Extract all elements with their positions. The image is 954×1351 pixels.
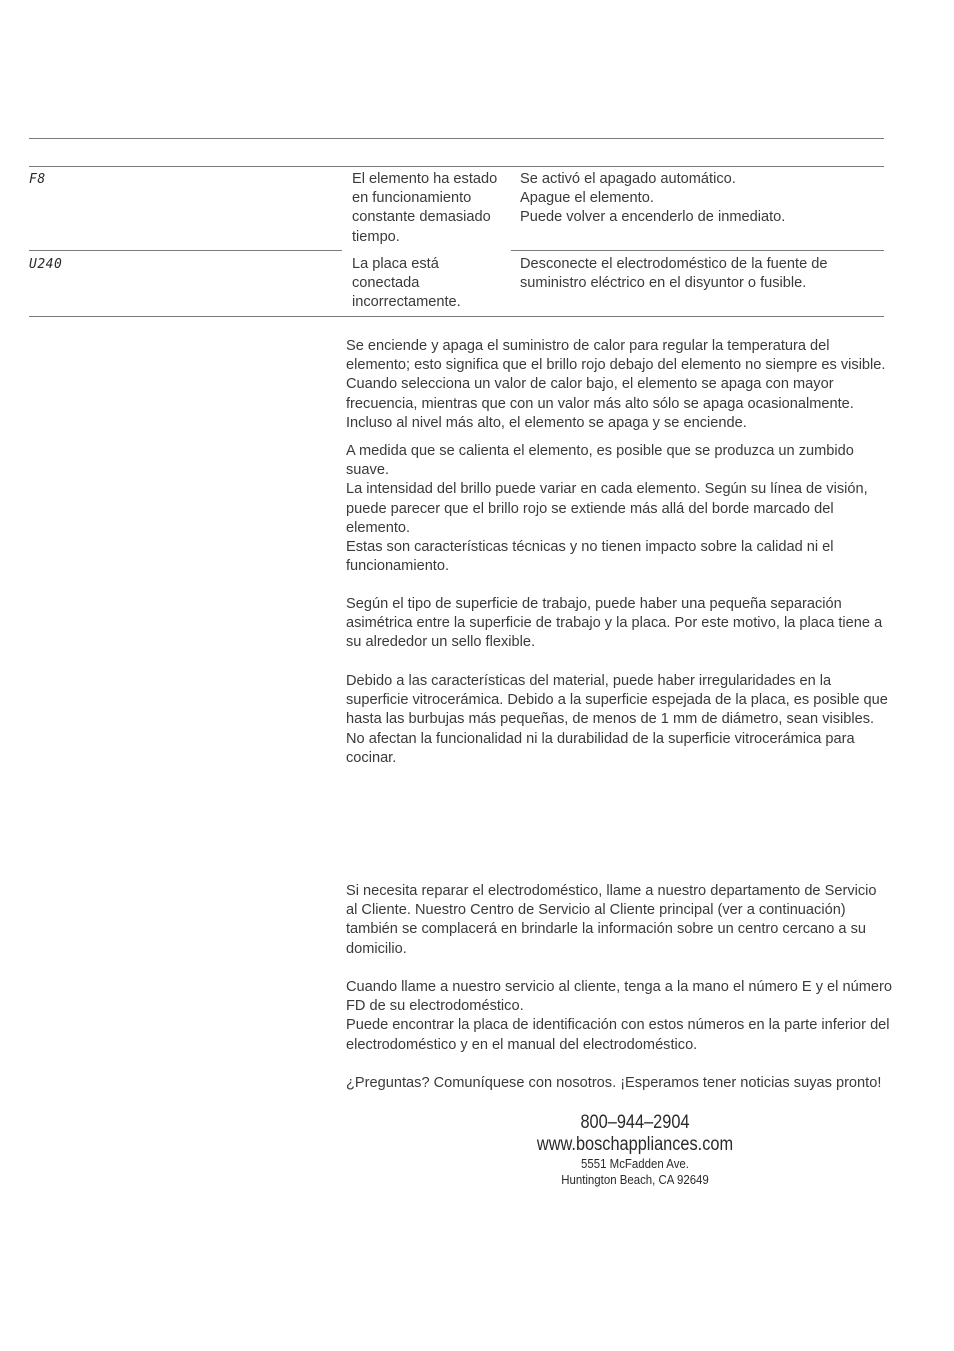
row-divider-left [29,250,342,251]
address-line-1: 5551 McFadden Ave. [581,1156,689,1171]
error-solution: Desconecte el electrodoméstico de la fuente de suministro eléctrico en el disyuntor o fusible. [520,256,828,292]
row-divider-right [511,250,884,251]
phone-number: 800–944–2904 [580,1112,690,1133]
paragraph-questions: ¿Preguntas? Comuníquese con nosotros. ¡Esperamos tener noticias suyas pronto! [346,1075,882,1091]
website-link[interactable]: www.boschappliances.com [536,1134,734,1155]
error-code: F8 [29,172,46,187]
contact-block [346,1112,924,1188]
paragraph-e-fd-number: Cuando llame a nuestro servicio al cliente, tenga a la mano el número E y el número FD de su electrodoméstico. Puede encontrar la placa de identificación con estos números en la parte inferior del electrodoméstico y en el manual del electrodoméstico. [346,979,892,1053]
paragraph-heat-cycling: Se enciende y apaga el suministro de calor para regular la temperatura del elemento; esto significa que el brillo rojo debajo del elemento no siempre es visible. Cuando selecciona un valor de calor bajo, el elemento se apaga con mayor frecuencia, mientras que con un valor más alto sólo se apaga ocasionalmente. Incluso al nivel más alto, el elemento se apaga y se enciende. [346,338,886,431]
address-line-2: Huntington Beach, CA 92649 [561,1172,709,1187]
paragraph-service: Si necesita reparar el electrodoméstico, llame a nuestro departamento de Servicio al Cliente. Nuestro Centro de Servicio al Cliente principal (ver a continuación) también se complacerá en brindarle la información sobre un centro cercano a su domicilio. [346,883,877,957]
paragraph-humming-glow: A medida que se calienta el elemento, es posible que se produzca un zumbido suave. La intensidad del brillo puede variar en cada elemento. Según su línea de visión, puede parecer que el brillo rojo se extiende más allá del borde marcado del elemento. Estas son características técnicas y no tienen impacto sobre la calidad ni el funcionamiento. [346,443,868,575]
error-cause: El elemento ha estado en funcionamiento constante demasiado tiempo. [352,171,498,245]
top-divider [29,138,884,139]
paragraph-gap-seal: Según el tipo de superficie de trabajo, puede haber una pequeña separación asimétrica entre la superficie de trabajo y la placa. Por este motivo, la placa tiene a su alrededor un sello flexible. [346,596,883,651]
error-cause: La placa está conectada incorrectamente. [352,256,461,311]
table-top-divider [29,166,884,167]
table-bottom-divider [29,316,884,317]
error-code: U240 [29,257,63,272]
paragraph-surface-irregularities: Debido a las características del material, puede haber irregularidades en la superficie vitrocerámica. Debido a la superficie espejada de la placa, es posible que hasta las burbujas más pequeñas, de menos de 1 mm de diámetro, sean visibles. No afectan la funcionalidad ni la durabilidad de la superficie vitrocerámica para cocinar. [346,673,888,766]
error-solution: Se activó el apagado automático. Apague el elemento. Puede volver a encenderlo de inmediato. [520,171,786,226]
